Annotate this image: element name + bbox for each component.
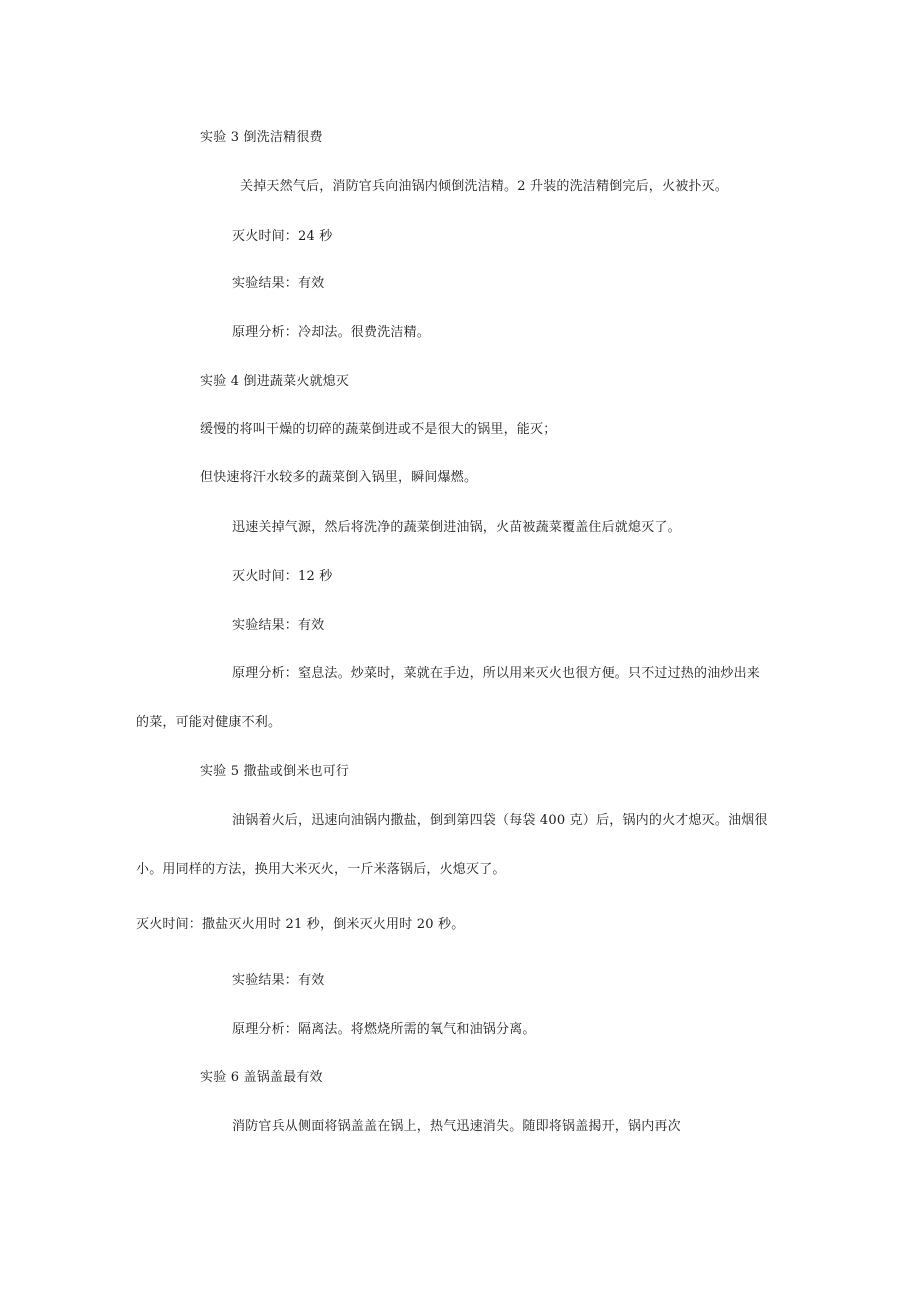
paragraph-line: 缓慢的将叫干燥的切碎的蔬菜倒进或不是很大的锅里，能灭；: [200, 422, 557, 437]
paragraph-line: 迅速关掉气源，然后将洗净的蔬菜倒进油锅，火苗被蔬菜覆盖住后就熄灭了。: [232, 520, 681, 535]
heading-experiment-5: 实验 5 撒盐或倒米也可行: [200, 764, 350, 779]
heading-experiment-6: 实验 6 盖锅盖最有效: [200, 1070, 323, 1085]
heading-experiment-4: 实验 4 倒进蔬菜火就熄灭: [200, 374, 350, 389]
paragraph-line: 实验结果：有效: [232, 973, 325, 988]
paragraph-line: 消防官兵从侧面将锅盖盖在锅上，热气迅速消失。随即将锅盖揭开，锅内再次: [232, 1119, 681, 1134]
paragraph-line: 灭火时间：12 秒: [232, 569, 333, 584]
paragraph-line: 原理分析：隔离法。将燃烧所需的氧气和油锅分离。: [232, 1022, 536, 1037]
paragraph-line: 灭火时间：24 秒: [232, 229, 333, 244]
paragraph-line: 灭火时间：撒盐灭火用时 21 秒，倒米灭火用时 20 秒。: [136, 917, 465, 932]
paragraph-line: 的菜，可能对健康不利。: [136, 715, 282, 730]
paragraph-line: 小。用同样的方法，换用大米灭火，一斤米落锅后，火熄灭了。: [136, 862, 506, 877]
paragraph-line: 关掉天然气后，消防官兵向油锅内倾倒洗洁精。2 升装的洗洁精倒完后，火被扑灭。: [240, 179, 729, 194]
paragraph-line: 实验结果：有效: [232, 618, 325, 633]
paragraph-line: 油锅着火后，迅速向油锅内撒盐，倒到第四袋（每袋 400 克）后，锅内的火才熄灭。油烟很: [232, 813, 768, 828]
paragraph-line: 但快速将汗水较多的蔬菜倒入锅里，瞬间爆燃。: [200, 470, 478, 485]
heading-experiment-3: 实验 3 倒洗洁精很费: [200, 130, 323, 145]
paragraph-line: 原理分析：冷却法。很费洗洁精。: [232, 325, 431, 340]
paragraph-line: 实验结果：有效: [232, 276, 325, 291]
paragraph-line: 原理分析：窒息法。炒菜时，菜就在手边，所以用来灭火也很方便。只不过过热的油炒出来: [232, 666, 761, 681]
